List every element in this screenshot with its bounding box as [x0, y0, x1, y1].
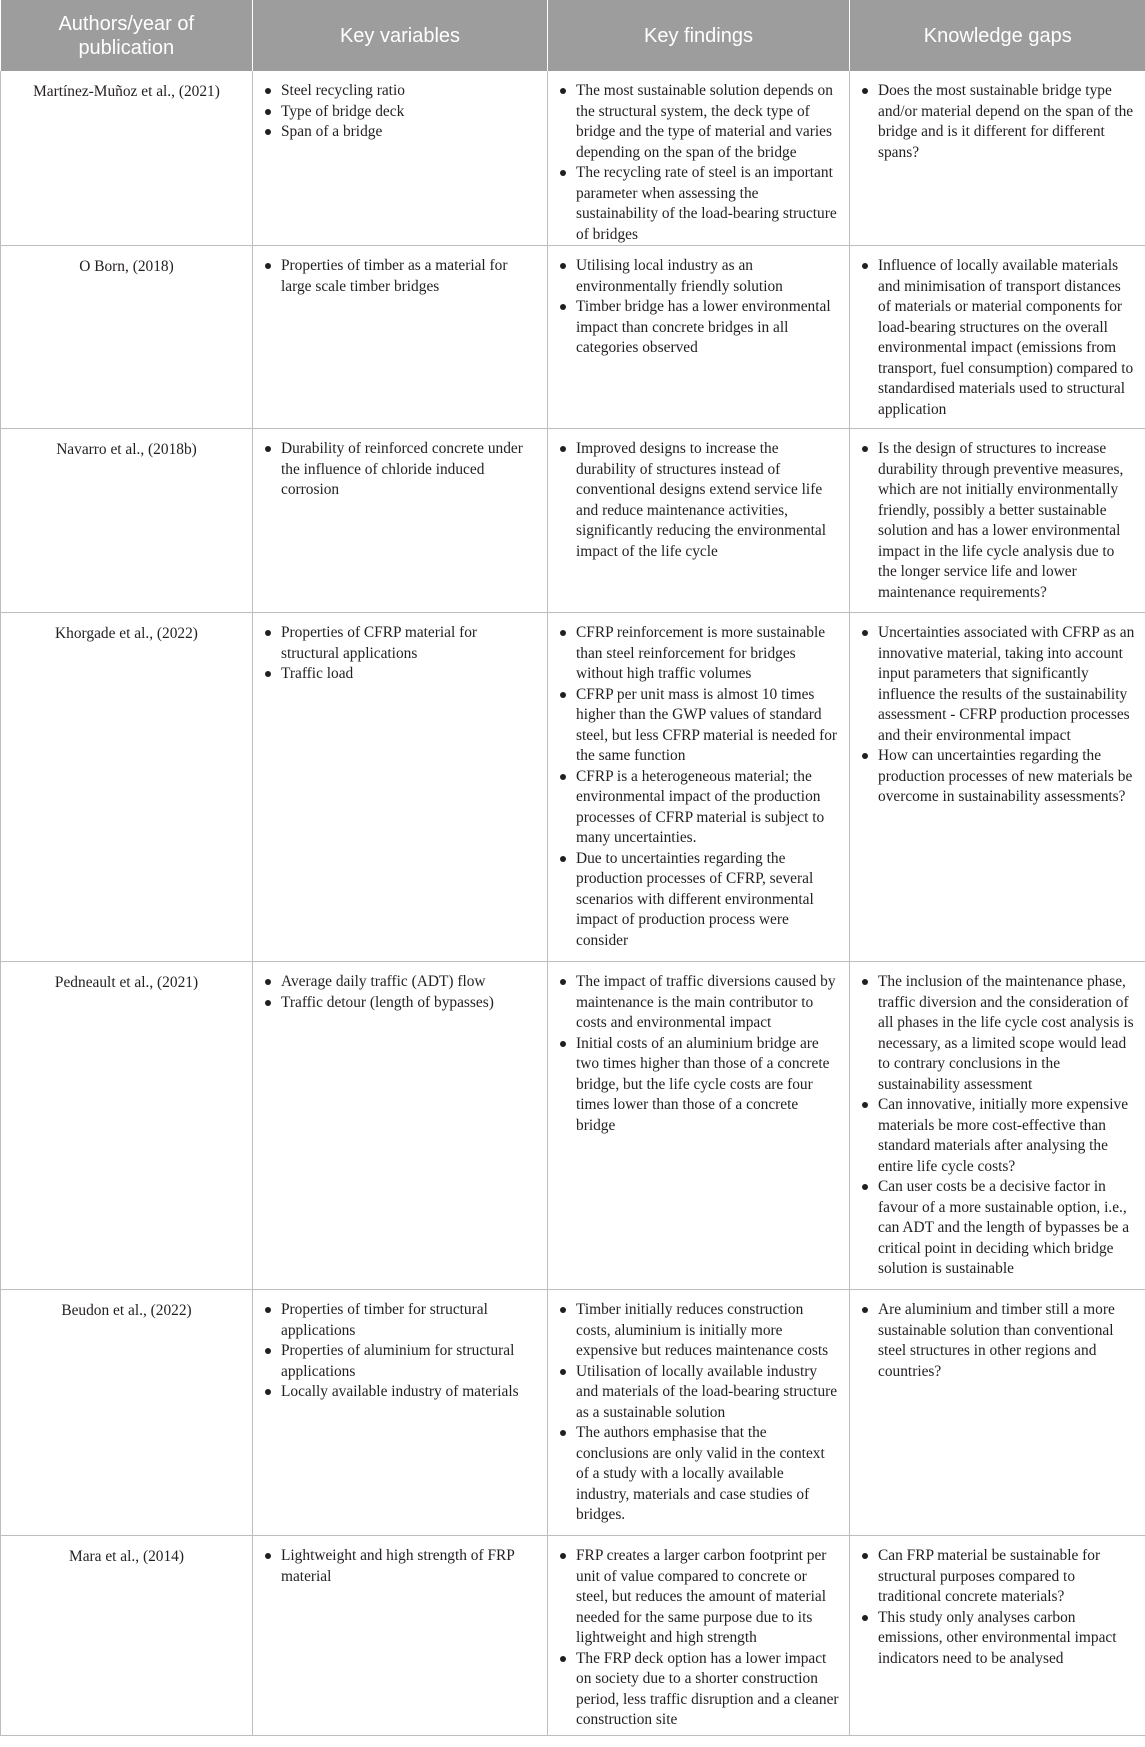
variables-list — [264, 1300, 537, 1403]
gaps-cell — [850, 71, 1145, 246]
findings-cell — [548, 962, 850, 1290]
gaps-cell — [850, 962, 1145, 1290]
variables-list — [264, 623, 537, 685]
list-item: CFRP per unit mass is almost 10 times higher than the GWP values of standard steel, but less CFRP material is needed for the same function — [559, 685, 839, 767]
variables-list — [264, 256, 537, 297]
findings-cell — [548, 1290, 850, 1536]
list-item: The authors emphasise that the conclusions are only valid in the context of a study with a locally available industry, materials and case studies of bridges. — [559, 1423, 839, 1526]
list-item: Improved designs to increase the durability of structures instead of conventional designs extend service life and reduce maintenance activities, significantly reducing the environmental impact of the life cycle — [559, 439, 839, 562]
list-item: Are aluminium and timber still a more sustainable solution than conventional steel structures in other regions and countries? — [861, 1300, 1135, 1382]
findings-list — [559, 1300, 839, 1526]
findings-list — [559, 439, 839, 562]
gaps-cell — [850, 429, 1145, 613]
list-item: Span of a bridge — [264, 122, 537, 143]
list-item: The impact of traffic diversions caused by maintenance is the main contributor to costs and environmental impact — [559, 972, 839, 1034]
author-cell: Navarro et al., (2018b) — [1, 429, 253, 613]
author-cell: O Born, (2018) — [1, 246, 253, 429]
table-row — [1, 71, 1145, 246]
variables-list — [264, 81, 537, 143]
gaps-list — [861, 623, 1135, 808]
gaps-list — [861, 439, 1135, 603]
list-item: Can FRP material be sustainable for structural purposes compared to traditional concrete materials? — [861, 1546, 1135, 1608]
header-key-variables: Key variables — [253, 0, 548, 71]
table-header — [1, 0, 1145, 71]
list-item: Properties of timber for structural applications — [264, 1300, 537, 1341]
variables-cell — [253, 1536, 548, 1736]
findings-list — [559, 256, 839, 359]
list-item: Uncertainties associated with CFRP as an innovative material, taking into account input parameters that significantly influence the results of the sustainability assessment - CFRP production processes and their environmental impact — [861, 623, 1135, 746]
gaps-cell — [850, 1536, 1145, 1736]
list-item: Due to uncertainties regarding the production processes of CFRP, several scenarios with different environmental impact of production process were consider — [559, 849, 839, 952]
table-row — [1, 1536, 1145, 1736]
list-item: CFRP reinforcement is more sustainable than steel reinforcement for bridges without high traffic volumes — [559, 623, 839, 685]
gaps-cell — [850, 1290, 1145, 1536]
list-item: CFRP is a heterogeneous material; the environmental impact of the production processes of CFRP material is subject to many uncertainties. — [559, 767, 839, 849]
header-authors: Authors/year of publication — [1, 0, 253, 71]
findings-list — [559, 1546, 839, 1731]
list-item: Properties of CFRP material for structural applications — [264, 623, 537, 664]
list-item: FRP creates a larger carbon footprint per unit of value compared to concrete or steel, but reduces the amount of material needed for the same purpose due to its lightweight and high strength — [559, 1546, 839, 1649]
findings-list — [559, 81, 839, 245]
header-row — [1, 0, 1145, 71]
variables-cell — [253, 429, 548, 613]
list-item: Properties of aluminium for structural applications — [264, 1341, 537, 1382]
header-knowledge-gaps: Knowledge gaps — [850, 0, 1145, 71]
table-row — [1, 613, 1145, 962]
list-item: Steel recycling ratio — [264, 81, 537, 102]
list-item: Utilisation of locally available industry and materials of the load-bearing structure as a sustainable solution — [559, 1362, 839, 1424]
list-item: The FRP deck option has a lower impact on society due to a shorter construction period, less traffic disruption and a cleaner construction site — [559, 1649, 839, 1731]
list-item: Does the most sustainable bridge type and/or material depend on the span of the bridge and is it different for different spans? — [861, 81, 1135, 163]
gaps-list — [861, 1300, 1135, 1382]
author-cell: Martínez-Muñoz et al., (2021) — [1, 71, 253, 246]
findings-cell — [548, 71, 850, 246]
list-item: Initial costs of an aluminium bridge are two times higher than those of a concrete bridge, but the life cycle costs are four times lower than those of a concrete bridge — [559, 1034, 839, 1137]
list-item: Utilising local industry as an environmentally friendly solution — [559, 256, 839, 297]
variables-cell — [253, 962, 548, 1290]
author-cell: Khorgade et al., (2022) — [1, 613, 253, 962]
variables-cell — [253, 1290, 548, 1536]
table-row — [1, 429, 1145, 613]
findings-cell — [548, 613, 850, 962]
findings-cell — [548, 246, 850, 429]
list-item: Traffic detour (length of bypasses) — [264, 993, 537, 1014]
variables-cell — [253, 613, 548, 962]
variables-cell — [253, 246, 548, 429]
list-item: Durability of reinforced concrete under the influence of chloride induced corrosion — [264, 439, 537, 501]
header-key-findings: Key findings — [548, 0, 850, 71]
gaps-list — [861, 256, 1135, 420]
list-item: Properties of timber as a material for large scale timber bridges — [264, 256, 537, 297]
variables-cell — [253, 71, 548, 246]
findings-list — [559, 972, 839, 1136]
variables-list — [264, 439, 537, 501]
list-item: The most sustainable solution depends on the structural system, the deck type of bridge and the type of material and varies depending on the span of the bridge — [559, 81, 839, 163]
gaps-list — [861, 81, 1135, 163]
list-item: Can innovative, initially more expensive materials be more cost-effective than standard materials after analysing the entire life cycle costs? — [861, 1095, 1135, 1177]
list-item: Timber bridge has a lower environmental impact than concrete bridges in all categories observed — [559, 297, 839, 359]
list-item: Timber initially reduces construction costs, aluminium is initially more expensive but reduces maintenance costs — [559, 1300, 839, 1362]
table-body — [1, 71, 1145, 1736]
list-item: Average daily traffic (ADT) flow — [264, 972, 537, 993]
author-cell: Beudon et al., (2022) — [1, 1290, 253, 1536]
table-row — [1, 962, 1145, 1290]
list-item: Type of bridge deck — [264, 102, 537, 123]
findings-cell — [548, 429, 850, 613]
findings-cell — [548, 1536, 850, 1736]
list-item: This study only analyses carbon emissions, other environmental impact indicators need to be analysed — [861, 1608, 1135, 1670]
list-item: Is the design of structures to increase durability through preventive measures, which are not initially environmentally friendly, possibly a better sustainable solution and has a lower environmental impact in the life cycle analysis due to the longer service life and lower maintenance requirements? — [861, 439, 1135, 603]
list-item: The recycling rate of steel is an important parameter when assessing the sustainability of the load-bearing structure of bridges — [559, 163, 839, 245]
list-item: Locally available industry of materials — [264, 1382, 537, 1403]
list-item: Lightweight and high strength of FRP material — [264, 1546, 537, 1587]
gaps-cell — [850, 246, 1145, 429]
findings-list — [559, 623, 839, 951]
gaps-cell — [850, 613, 1145, 962]
author-cell: Mara et al., (2014) — [1, 1536, 253, 1736]
list-item: Influence of locally available materials and minimisation of transport distances of materials or material components for load-bearing structures on the overall environmental impact (emissions from transport, fuel consumption) compared to standardised materials used to structural application — [861, 256, 1135, 420]
variables-list — [264, 972, 537, 1013]
list-item: How can uncertainties regarding the production processes of new materials be overcome in sustainability assessments? — [861, 746, 1135, 808]
gaps-list — [861, 972, 1135, 1280]
table-row — [1, 246, 1145, 429]
author-cell: Pedneault et al., (2021) — [1, 962, 253, 1290]
gaps-list — [861, 1546, 1135, 1669]
list-item: Traffic load — [264, 664, 537, 685]
variables-list — [264, 1546, 537, 1587]
list-item: The inclusion of the maintenance phase, traffic diversion and the consideration of all phases in the life cycle cost analysis is necessary, as a limited scope would lead to contrary conclusions in the sustainability assessment — [861, 972, 1135, 1095]
table-row — [1, 1290, 1145, 1536]
list-item: Can user costs be a decisive factor in favour of a more sustainable option, i.e., can ADT and the length of bypasses be a critical point in deciding which bridge solution is sustainable — [861, 1177, 1135, 1280]
